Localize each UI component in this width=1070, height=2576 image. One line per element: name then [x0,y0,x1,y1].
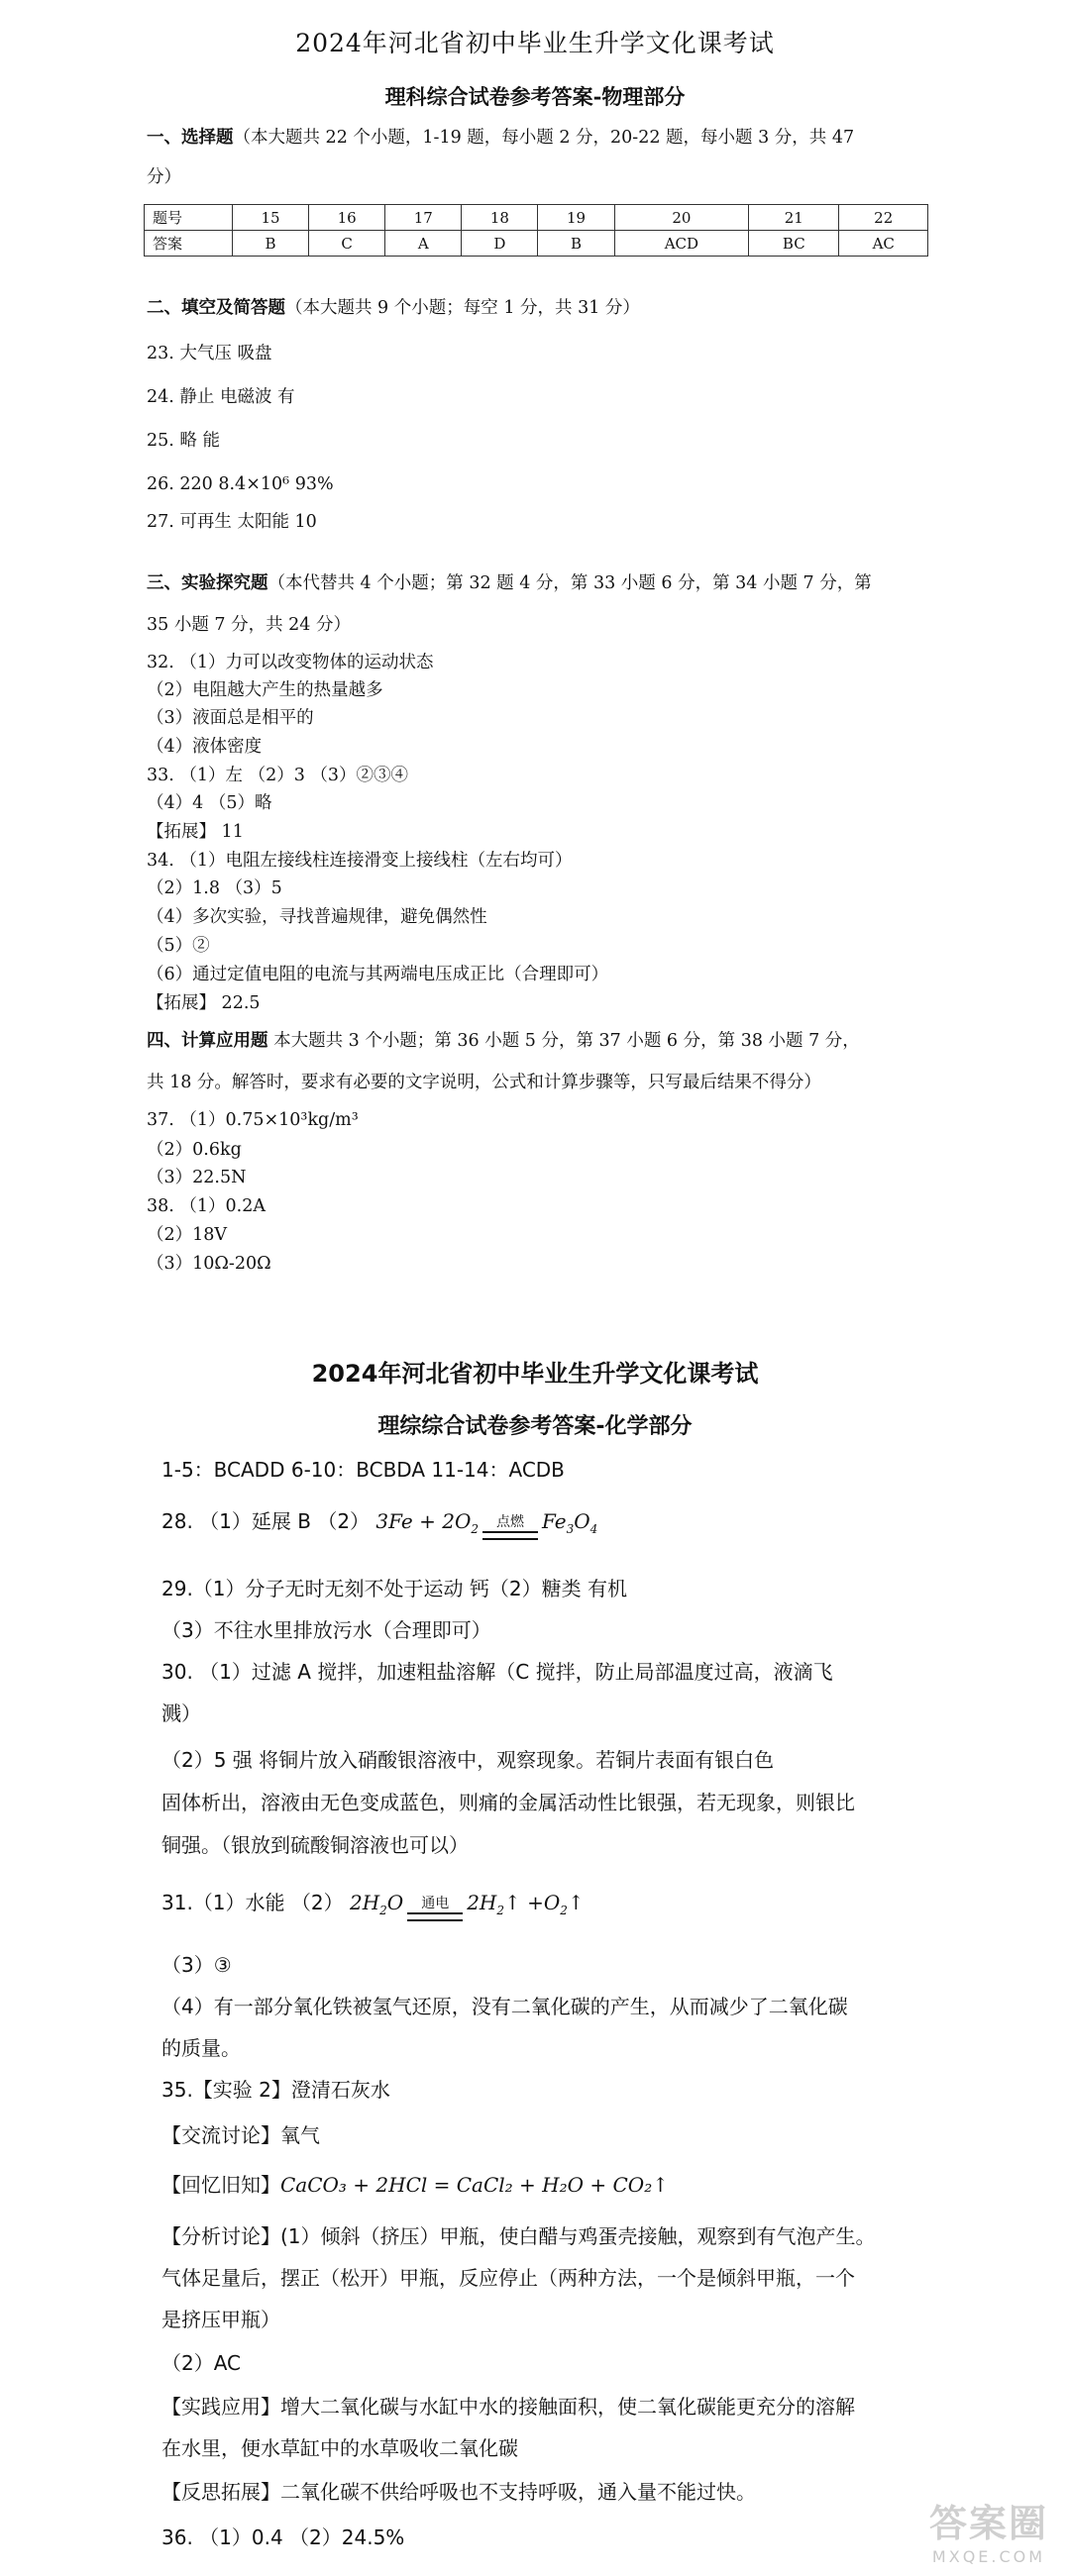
table-cell: 22 [839,205,928,231]
answer-line-31 [161,1889,585,1921]
condition-label: 点燃 [496,1514,524,1530]
eq-sub: 2 [379,1904,387,1917]
eq-part: ↑ +O [504,1891,561,1914]
section4-note: 本大题共 3 个小题；第 36 小题 5 分，第 37 小题 6 分，第 38 小题 7 分， [268,1031,860,1051]
watermark-logo [929,2493,1048,2566]
double-equals [407,1912,463,1921]
answer-line: 35.【实验 2】澄清石灰水 [161,2078,390,2102]
eq-part: 2H [349,1891,380,1914]
table-answer-label: 答案 [145,231,233,257]
eq-part: ↑ [567,1891,585,1914]
equation-31 [349,1891,585,1917]
answer-line: 固体析出，溶液由无色变成蓝色，则痛的金属活动性比银强，若无现象，则银比 [161,1791,855,1814]
answer-line: （4）4 （5）略 [147,793,272,813]
section1-header [147,127,854,150]
section2-note: （本大题共 9 个小题；每空 1 分，共 31 分） [285,298,640,318]
answer-line: 27. 可再生 太阳能 10 [147,512,317,532]
eq-sub: 4 [589,1522,598,1536]
answer-line-28 [161,1507,597,1540]
eq-part: O [574,1509,590,1533]
reaction-condition [482,1514,538,1540]
answer-line: 【实践应用】增大二氧化碳与水缸中水的接触面积，使二氧化碳能更充分的溶解 [161,2395,855,2419]
answer-line: （6）通过定值电阻的电流与其两端电压成正比（合理即可） [147,965,609,984]
answer-line: 【拓展】 11 [147,822,244,842]
eq-part: Fe [542,1509,567,1533]
answer-line: （3）10Ω-20Ω [147,1254,271,1274]
answer-line: 25. 略 能 [147,431,220,451]
answer-line: （2）0.6kg [147,1140,242,1160]
condition-label: 通电 [421,1896,450,1911]
answer-line-35c [161,2171,669,2199]
eq-sub: 3 [566,1522,575,1536]
answer-line: 38. （1）0.2A [147,1196,266,1216]
answer-line: （2）1.8 （3）5 [147,878,282,898]
answer-line: 【分析讨论】(1）倾斜（挤压）甲瓶，使白醋与鸡蛋壳接触，观察到有气泡产生。 [161,2224,876,2248]
answer-line: 30. （1）过滤 A 搅拌，加速粗盐溶解（C 搅拌，防止局部温度过高，液滴飞 [161,1660,833,1684]
answer-line: 37. （1）0.75×10³kg/m³ [147,1110,359,1130]
eq-part: 2H [467,1891,497,1914]
answer-line: 的质量。 [161,2036,241,2060]
watermark-text: 答案圈 [928,2502,1048,2545]
table-row [145,231,928,257]
table-cell: 21 [749,205,839,231]
table-cell: AC [839,231,928,257]
answer-line: 气体足量后，摆正（松开）甲瓶，反应停止（两种方法，一个是倾斜甲瓶，一个 [161,2266,855,2290]
section2-header [147,297,640,320]
table-row [145,205,928,231]
answer-line: （4）有一部分氧化铁被氢气还原，没有二氧化碳的产生，从而减少了二氧化碳 [161,1995,848,2018]
watermark-url: MXQE.COM [931,2547,1046,2566]
answer-line: （4）多次实验，寻找普遍规律，避免偶然性 [147,907,487,927]
eq-part: 3Fe + 2O [375,1509,472,1533]
answer-line: 26. 220 8.4×10⁶ 93% [147,474,334,494]
physics-subtitle: 理科综合试卷参考答案-物理部分 [384,84,686,109]
table-cell: C [309,231,385,257]
chemistry-title: 2024年河北省初中毕业生升学文化课考试 [311,1360,759,1388]
eq-sub: 2 [496,1904,505,1917]
q35c-label: 【回忆旧知】 [161,2173,280,2197]
table-cell: B [233,231,309,257]
answer-line: （5）② [147,936,210,956]
answer-line: 【交流讨论】氧气 [161,2123,320,2147]
section2-heading: 二、填空及简答题 [147,298,285,318]
section3-note: （本代替共 4 个小题；第 32 题 4 分，第 33 小题 6 分，第 34 小题 7 分，第 [268,573,872,593]
q31-text: 31.（1）水能 （2） [161,1891,344,1914]
section1-note: （本大题共 22 个小题，1-19 题，每小题 2 分，20-22 题，每小题 3 分，共 47 [233,128,855,148]
answer-line: （2）电阻越大产生的热量越多 [147,680,383,700]
answer-line: （3）22.5N [147,1168,247,1187]
answer-line: （3）液面总是相平的 [147,708,314,728]
section4-header [147,1030,860,1053]
section4-note2: 共 18 分。解答时，要求有必要的文字说明，公式和计算步骤等，只写最后结果不得分） [147,1073,821,1092]
answer-line: 24. 静止 电磁波 有 [147,387,295,407]
section1-note2: 分） [147,167,181,187]
answer-line: 铜强。（银放到硫酸铜溶液也可以） [161,1833,469,1857]
section3-header [147,572,872,595]
table-cell: A [385,231,462,257]
section3-note2: 35 小题 7 分，共 24 分） [147,615,351,635]
answer-line: （2）5 强 将铜片放入硝酸银溶液中，观察现象。若铜片表面有银白色 [161,1748,775,1772]
table-cell: B [538,231,614,257]
equation-28 [375,1509,598,1536]
answer-line: 33. （1）左 （2）3 （3）②③④ [147,766,409,785]
answer-line: 29.（1）分子无时无刻不处于运动 钙（2）糖类 有机 [161,1577,627,1600]
section1-heading: 一、选择题 [147,128,234,148]
answer-line: （2）18V [147,1225,228,1245]
equation-35: CaCO₃ + 2HCl = CaCl₂ + H₂O + CO₂↑ [280,2173,669,2197]
answer-line: 36. （1）0.4 （2）24.5% [161,2525,405,2549]
eq-sub: 2 [471,1522,479,1536]
answer-line: 是挤压甲瓶） [161,2308,280,2331]
table-cell: 17 [385,205,462,231]
table-cell: 19 [538,205,614,231]
answer-line: （2）AC [161,2351,242,2375]
answer-line: 23. 大气压 吸盘 [147,344,272,363]
answer-line: 【拓展】 22.5 [147,993,261,1013]
answer-line: 在水里，便水草缸中的水草吸收二氧化碳 [161,2436,518,2460]
chemistry-subtitle: 理综综合试卷参考答案-化学部分 [377,1414,693,1439]
answer-line: 32. （1）力可以改变物体的运动状态 [147,653,434,672]
table-header-label: 题号 [145,205,233,231]
table-cell: 20 [614,205,749,231]
eq-sub: 2 [560,1904,568,1917]
table-cell: ACD [614,231,749,257]
reaction-condition [407,1896,463,1921]
q28-text: 28. （1）延展 B （2） [161,1509,371,1533]
physics-title: 2024年河北省初中毕业生升学文化课考试 [295,29,775,57]
answer-table [144,204,928,257]
table-cell: 16 [309,205,385,231]
table-cell: 15 [233,205,309,231]
answer-line: 【反思拓展】二氧化碳不供给呼吸也不支持呼吸，通入量不能过快。 [161,2480,756,2504]
table-cell: D [462,231,538,257]
answer-line: （4）液体密度 [147,737,263,757]
section3-heading: 三、实验探究题 [147,573,268,593]
answer-line: 34. （1）电阻左接线柱连接滑变上接线柱（左右均可） [147,851,573,871]
table-cell: 18 [462,205,538,231]
answer-line: （3）不往水里排放污水（合理即可） [161,1618,491,1642]
section4-heading: 四、计算应用题 [147,1031,268,1051]
answer-line: 溅） [161,1701,201,1725]
table-cell: BC [749,231,839,257]
answer-line: 1-5：BCADD 6-10：BCBDA 11-14：ACDB [161,1458,565,1482]
answer-line: （3）③ [161,1953,232,1977]
double-equals [482,1531,538,1540]
eq-part: O [386,1891,404,1914]
